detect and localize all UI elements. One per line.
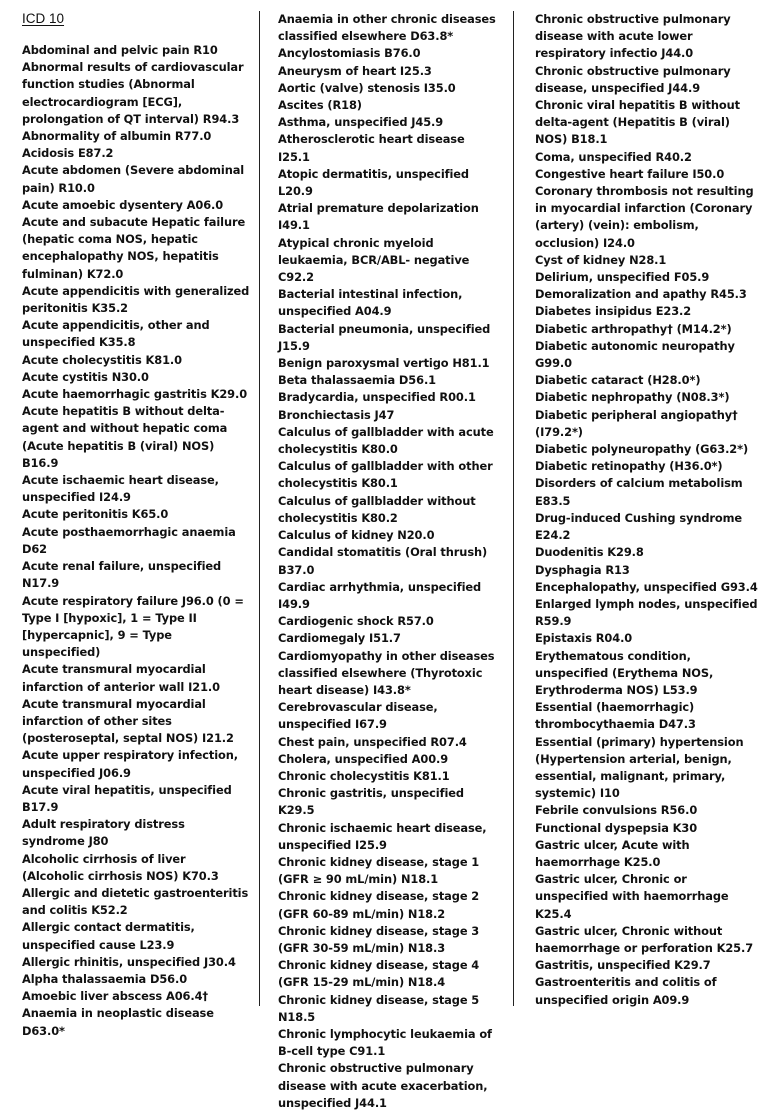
icd-entry: Gastric ulcer, Acute with haemorrhage K25.0 <box>535 837 690 869</box>
icd-entry: Epistaxis R04.0 <box>535 631 633 646</box>
icd-entry: Congestive heart failure I50.0 <box>535 166 725 181</box>
icd-entry: Calculus of gallbladder with acute cholecystitis K80.0 <box>278 424 494 457</box>
icd-entry: Abnormal results of cardiovascular function studies (Abnormal electrocardiogram [ECG], prolongation of QT interval) R94.3 <box>22 60 244 126</box>
icd-entry: Erythematous condition, unspecified (Erythema NOS, Erythroderma NOS) L53.9 <box>535 648 714 697</box>
icd-entry: Ascites (R18) <box>278 98 362 113</box>
icd-entry: Cardiomegaly I51.7 <box>278 631 401 646</box>
icd-entry: Ancylostomiasis B76.0 <box>278 46 421 61</box>
icd-entry: Acute renal failure, unspecified N17.9 <box>22 559 222 591</box>
icd-entry: Chronic viral hepatitis B without delta-agent (Hepatitis B (viral) NOS) B18.1 <box>535 98 740 147</box>
icd-entry: Acute and subacute Hepatic failure (hepatic coma NOS, hepatic encephalopathy NOS, hepatitis fulminan) K72.0 <box>22 215 246 281</box>
icd-entry: Amoebic liver abscess A06.4† <box>22 989 208 1004</box>
icd-entry: Allergic and dietetic gastroenteritis and colitis K52.2 <box>22 885 249 918</box>
icd-entry: Encephalopathy, unspecified G93.4 <box>535 579 758 594</box>
icd-entry: Chronic lymphocytic leukaemia of B-cell type C91.1 <box>278 1026 492 1059</box>
icd-entry: Benign paroxysmal vertigo H81.1 <box>278 356 490 371</box>
icd-entry: Coronary thrombosis not resulting in myocardial infarction (Coronary (artery) (vein): embolism, occlusion) I24.0 <box>535 184 754 250</box>
icd-entry: Acute hepatitis B without delta-agent and without hepatic coma (Acute hepatitis B (viral) NOS) B16.9 <box>22 404 228 470</box>
icd-entry: Acidosis E87.2 <box>22 146 114 161</box>
icd-entry: Chronic ischaemic heart disease, unspecified I25.9 <box>278 820 487 852</box>
icd-entry: Bacterial intestinal infection, unspecified A04.9 <box>278 287 463 319</box>
icd-entry: Acute amoebic dysentery A06.0 <box>22 197 224 212</box>
icd-entry: Dysphagia R13 <box>535 562 630 577</box>
icd-entry: Bradycardia, unspecified R00.1 <box>278 390 476 405</box>
icd-entry: Functional dyspepsia K30 <box>535 820 698 835</box>
icd-entry: Diabetic arthropathy† (M14.2*) <box>535 321 732 336</box>
icd-entry: Cardiomyopathy in other diseases classified elsewhere (Thyrotoxic heart disease) I43.8* <box>278 648 495 697</box>
column-1 <box>22 42 250 1040</box>
icd-entry: Essential (primary) hypertension (Hypertension arterial, benign, essential, malignant, primary, systemic) I10 <box>535 734 744 801</box>
icd-entry: Chronic kidney disease, stage 3 (GFR 30-59 mL/min) N18.3 <box>278 923 480 955</box>
icd-entry: Diabetes insipidus E23.2 <box>535 304 692 319</box>
icd-entry: Alpha thalassaemia D56.0 <box>22 971 188 986</box>
icd-entry: Anaemia in neoplastic disease D63.0* <box>22 1006 214 1038</box>
icd-entry: Allergic contact dermatitis, unspecified cause L23.9 <box>22 920 195 952</box>
icd-entry: Diabetic peripheral angiopathy† (I79.2*) <box>535 407 738 439</box>
icd-entry: Atypical chronic myeloid leukaemia, BCR/ABL- negative C92.2 <box>278 235 470 285</box>
icd-entry: Atrial premature depolarization I49.1 <box>278 201 479 233</box>
icd-entry: Acute appendicitis, other and unspecified K35.8 <box>22 318 210 350</box>
icd-entry: Chronic kidney disease, stage 2 (GFR 60-89 mL/min) N18.2 <box>278 889 480 921</box>
column-divider-2 <box>513 11 514 1006</box>
icd-entry: Aortic (valve) stenosis I35.0 <box>278 80 456 95</box>
column-2 <box>278 11 500 1112</box>
icd-entry: Acute haemorrhagic gastritis K29.0 <box>22 387 248 402</box>
icd-entry: Diabetic retinopathy (H36.0*) <box>535 459 723 474</box>
icd-entry: Enlarged lymph nodes, unspecified R59.9 <box>535 596 758 629</box>
icd-entry: Acute posthaemorrhagic anaemia D62 <box>22 524 236 556</box>
column-3 <box>535 11 760 1009</box>
icd-entry: Allergic rhinitis, unspecified J30.4 <box>22 954 236 969</box>
icd-entry: Acute cholecystitis K81.0 <box>22 352 182 367</box>
icd-entry: Chronic kidney disease, stage 5 N18.5 <box>278 992 480 1024</box>
icd-entry: Cardiac arrhythmia, unspecified I49.9 <box>278 579 482 611</box>
icd-entry: Atopic dermatitis, unspecified L20.9 <box>278 166 469 199</box>
icd-entry: Acute peritonitis K65.0 <box>22 507 169 522</box>
icd-entry: Acute abdomen (Severe abdominal pain) R10.0 <box>22 163 245 195</box>
icd-entry: Cholera, unspecified A00.9 <box>278 751 449 766</box>
icd-entry: Chronic obstructive pulmonary disease with acute exacerbation, unspecified J44.1 <box>278 1061 488 1110</box>
column-divider-1 <box>259 11 260 1006</box>
icd-entry: Diabetic polyneuropathy (G63.2*) <box>535 442 749 457</box>
icd-entry: Beta thalassaemia D56.1 <box>278 373 436 388</box>
icd-entry: Demoralization and apathy R45.3 <box>535 287 747 302</box>
icd-entry: Aneurysm of heart I25.3 <box>278 63 432 78</box>
icd-entry: Calculus of kidney N20.0 <box>278 528 435 543</box>
icd-entry: Atherosclerotic heart disease I25.1 <box>278 132 465 164</box>
icd-entry: Abdominal and pelvic pain R10 <box>22 43 218 57</box>
icd-entry: Gastroenteritis and colitis of unspecified origin A09.9 <box>535 975 717 1007</box>
icd-entry: Bacterial pneumonia, unspecified J15.9 <box>278 321 491 353</box>
icd-entry: Gastric ulcer, Chronic or unspecified with haemorrhage K25.4 <box>535 872 729 921</box>
icd-entry: Diabetic nephropathy (N08.3*) <box>535 390 730 405</box>
icd-entry: Cyst of kidney N28.1 <box>535 252 667 267</box>
icd-entry: Cerebrovascular disease, unspecified I67.9 <box>278 700 438 732</box>
icd-entry: Duodenitis K29.8 <box>535 545 644 560</box>
icd-entry: Essential (haemorrhagic) thrombocythaemia D47.3 <box>535 700 696 732</box>
icd-entry: Chronic gastritis, unspecified K29.5 <box>278 786 464 818</box>
icd-entry: Chronic kidney disease, stage 1 (GFR ≥ 90 mL/min) N18.1 <box>278 854 480 887</box>
icd-entry: Disorders of calcium metabolism E83.5 <box>535 476 743 508</box>
icd-entry: Calculus of gallbladder with other cholecystitis K80.1 <box>278 459 493 491</box>
icd-entry: Gastritis, unspecified K29.7 <box>535 958 711 973</box>
icd-entry: Cardiogenic shock R57.0 <box>278 614 434 629</box>
page-title: ICD 10 <box>22 11 65 26</box>
icd-entry: Delirium, unspecified F05.9 <box>535 270 710 285</box>
icd-entry: Chest pain, unspecified R07.4 <box>278 734 467 749</box>
icd-entry: Chronic cholecystitis K81.1 <box>278 768 450 783</box>
icd-entry: Chronic obstructive pulmonary disease with acute lower respiratory infectio J44.0 <box>535 12 731 61</box>
icd-entry: Acute transmural myocardial infarction of anterior wall I21.0 <box>22 662 220 694</box>
icd-entry: Abnormality of albumin R77.0 <box>22 129 212 144</box>
icd-entry: Asthma, unspecified J45.9 <box>278 115 444 130</box>
icd-entry: Acute ischaemic heart disease, unspecified I24.9 <box>22 473 219 505</box>
icd-entry: Acute viral hepatitis, unspecified B17.9 <box>22 782 232 814</box>
icd-entry: Chronic obstructive pulmonary disease, unspecified J44.9 <box>535 63 731 95</box>
icd-entry: Diabetic cataract (H28.0*) <box>535 373 701 388</box>
icd-entry: Acute transmural myocardial infarction of other sites (posteroseptal, septal NOS) I21.2 <box>22 696 234 746</box>
icd-entry: Acute respiratory failure J96.0 (0 = Type I [hypoxic], 1 = Type II [hypercapnic], 9 = Type unspecified) <box>22 593 244 660</box>
icd-entry: Candidal stomatitis (Oral thrush) B37.0 <box>278 545 488 577</box>
icd-entry: Acute upper respiratory infection, unspecified J06.9 <box>22 748 238 780</box>
icd-entry: Adult respiratory distress syndrome J80 <box>22 817 185 849</box>
icd-entry: Gastric ulcer, Chronic without haemorrhage or perforation K25.7 <box>535 923 754 955</box>
icd-entry: Calculus of gallbladder without cholecystitis K80.2 <box>278 493 476 525</box>
icd-entry: Febrile convulsions R56.0 <box>535 803 698 818</box>
icd-entry: Acute cystitis N30.0 <box>22 369 149 384</box>
icd-entry: Coma, unspecified R40.2 <box>535 149 692 164</box>
icd-entry: Diabetic autonomic neuropathy G99.0 <box>535 338 735 371</box>
icd-entry: Alcoholic cirrhosis of liver (Alcoholic cirrhosis NOS) K70.3 <box>22 851 219 883</box>
icd-entry: Acute appendicitis with generalized peritonitis K35.2 <box>22 283 250 316</box>
icd-entry: Anaemia in other chronic diseases classified elsewhere D63.8* <box>278 12 496 44</box>
icd-entry: Drug-induced Cushing syndrome E24.2 <box>535 510 743 543</box>
icd-entry: Bronchiectasis J47 <box>278 407 395 422</box>
icd-entry: Chronic kidney disease, stage 4 (GFR 15-29 mL/min) N18.4 <box>278 958 480 990</box>
